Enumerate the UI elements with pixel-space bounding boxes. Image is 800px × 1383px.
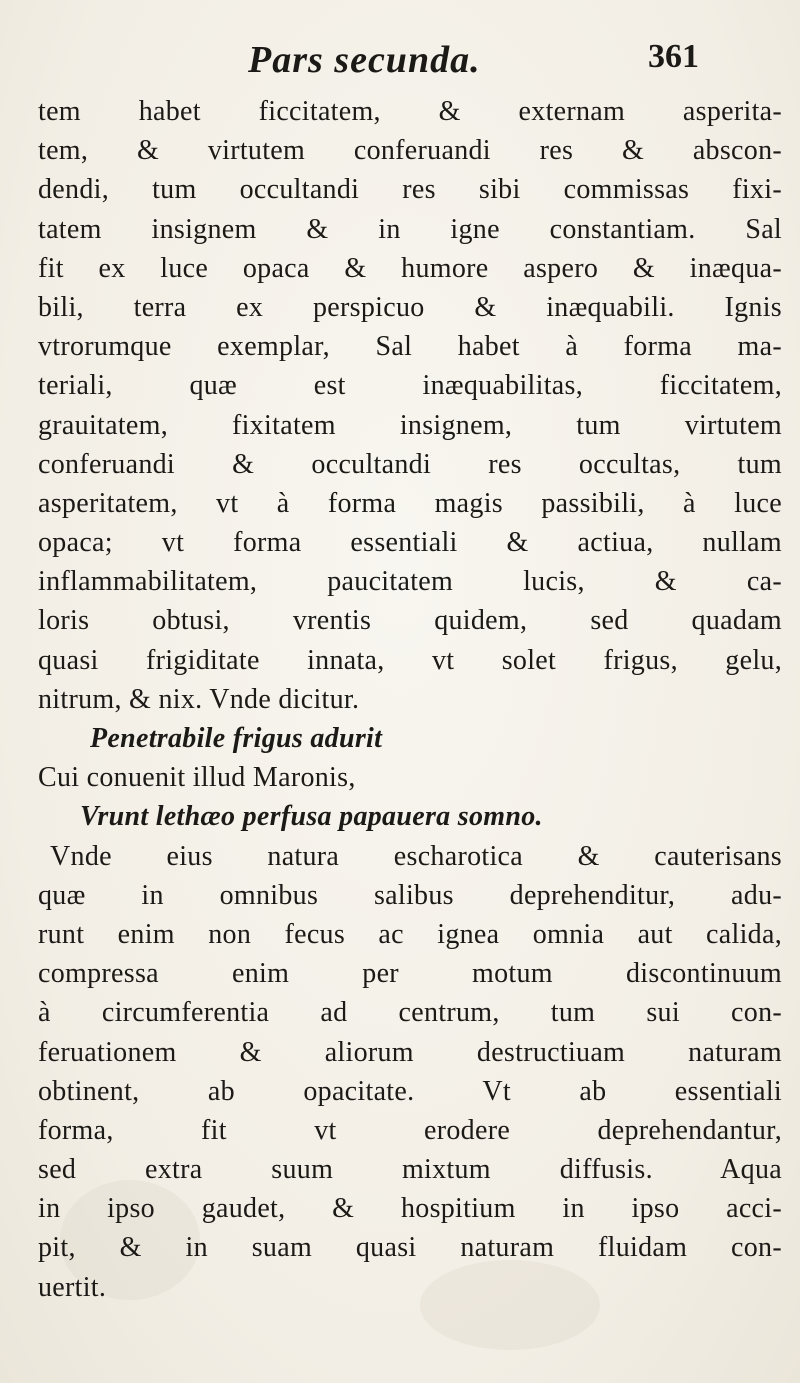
text-line: loris obtusi, vrentis quidem, sed quadam [38,605,782,637]
text-line: forma, fit vt erodere deprehendantur, [38,1114,782,1146]
running-title: Pars secunda. [248,39,481,81]
text-line: tatem insignem & in igne constantiam. Sal [38,213,782,245]
text-line: compressa enim per motum discontinuum [38,958,782,990]
text-line: teriali, quæ est inæquabilitas, ficcitatem, [38,370,782,402]
text-line: asperitatem, vt à forma magis passibili, à luce [38,487,782,519]
text-line: conferuandi & occultandi res occultas, tum [38,448,782,480]
body-text [38,92,782,1307]
text-line: Vnde eius natura escharotica & cauterisans [50,840,782,872]
text-line: pit, & in suam quasi naturam fluidam con- [38,1232,782,1264]
text-line: in ipso gaudet, & hospitium in ipso acci- [38,1193,782,1225]
verse-line: Penetrabile frigus adurit [90,723,383,754]
text-line: bili, terra ex perspicuo & inæquabili. Ignis [38,291,782,323]
text-line: opaca; vt forma essentiali & actiua, nullam [38,527,782,559]
text-line: obtinent, ab opacitate. Vt ab essentiali [38,1075,782,1107]
text-line: tem habet ficcitatem, & externam asperita- [38,96,782,127]
text-line: feruationem & aliorum destructiuam naturam [38,1036,782,1068]
text-line: sed extra suum mixtum diffusis. Aqua [38,1154,782,1186]
text-line: uertit. [38,1271,107,1303]
text-line: inflammabilitatem, paucitatem lucis, & ca- [38,566,782,598]
text-line: nitrum, & nix. Vnde dicitur. [38,683,360,715]
text-line: vtrorumque exemplar, Sal habet à forma ma- [38,331,782,363]
page-number: 361 [648,38,699,75]
running-head [0,38,800,88]
text-line: grauitatem, fixitatem insignem, tum virtutem [38,409,782,441]
text-line: quæ in omnibus salibus deprehenditur, adu- [38,879,782,911]
text-line: Cui conuenit illud Maronis, [38,762,356,794]
text-line: fit ex luce opaca & humore aspero & inæqua- [38,252,782,284]
text-line: runt enim non fecus ac ignea omnia aut calida, [38,918,782,950]
text-line: dendi, tum occultandi res sibi commissas fixi- [38,174,782,206]
text-line: quasi frigiditate innata, vt solet frigus, gelu, [38,644,782,676]
verse-line: Vrunt lethæo perfusa papauera somno. [80,801,543,833]
text-line: tem, & virtutem conferuandi res & abscon- [38,135,782,167]
text-line: à circumferentia ad centrum, tum sui con- [38,997,782,1029]
